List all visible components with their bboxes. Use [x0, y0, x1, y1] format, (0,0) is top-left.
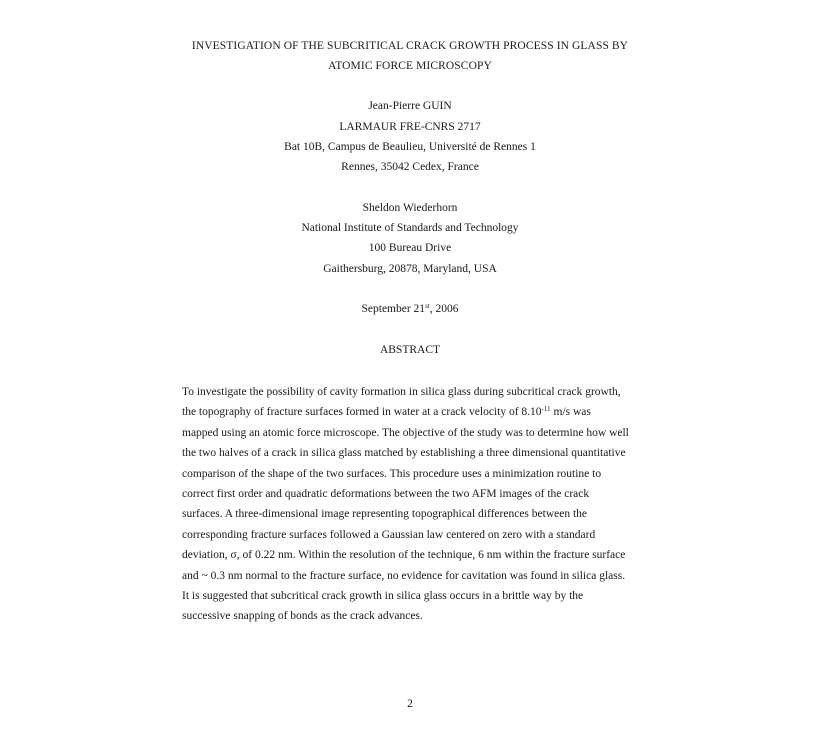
- abstract-body: [182, 382, 642, 627]
- author1-affiliation: LARMAUR FRE-CNRS 2717: [339, 121, 481, 133]
- abstract-line: deviation, σ, of 0.22 nm. Within the resolution of the technique, 6 nm within the fracture surface: [182, 549, 626, 562]
- abstract-line: It is suggested that subcritical crack growth in silica glass occurs in a brittle way by the: [182, 589, 584, 602]
- date-year: , 2006: [429, 303, 459, 315]
- abstract-line: the two halves of a crack in silica glass matched by establishing a three dimensional quantitative: [182, 447, 626, 460]
- abstract-heading: ABSTRACT: [379, 344, 441, 356]
- author2-affiliation: National Institute of Standards and Technology: [301, 222, 519, 234]
- author1-address-1: Bat 10B, Campus de Beaulieu, Université de Rennes 1: [284, 141, 536, 153]
- paper-date: [0, 302, 820, 316]
- abstract-line-2-after: m/s was: [550, 406, 591, 419]
- page-number: 2: [407, 698, 413, 710]
- author1-address-2: Rennes, 35042 Cedex, France: [341, 161, 479, 173]
- abstract-line: and ~ 0.3 nm normal to the fracture surface, no evidence for cavitation was found in silica glass.: [182, 569, 626, 582]
- abstract-line-2-before: the topography of fracture surfaces formed in water at a crack velocity of 8.10: [182, 406, 542, 419]
- velocity-exponent: -11: [541, 405, 551, 414]
- abstract-line: surfaces. A three-dimensional image representing topographical differences between the: [182, 508, 588, 521]
- author2-address-1: 100 Bureau Drive: [368, 242, 452, 254]
- abstract-line: correct first order and quadratic deformations between the two AFM images of the crack: [182, 487, 590, 500]
- abstract-line: comparison of the shape of the two surfaces. This procedure uses a minimization routine to: [182, 467, 602, 480]
- abstract-line: [182, 402, 642, 422]
- date-suffix: st: [425, 302, 430, 310]
- author1-name: Jean-Pierre GUIN: [368, 100, 452, 112]
- author2-address-2: Gaithersburg, 20878, Maryland, USA: [323, 263, 497, 275]
- title-line-2: ATOMIC FORCE MICROSCOPY: [328, 60, 492, 72]
- date-prefix: September 21: [361, 303, 426, 315]
- abstract-line: To investigate the possibility of cavity formation in silica glass during subcritical crack growth,: [182, 386, 621, 398]
- abstract-line: corresponding fracture surfaces followed a Gaussian law centered on zero with a standard: [182, 528, 596, 541]
- abstract-line: successive snapping of bonds as the crack advances.: [182, 610, 423, 623]
- author2-name: Sheldon Wiederhorn: [362, 202, 458, 214]
- title-line-1: INVESTIGATION OF THE SUBCRITICAL CRACK GROWTH PROCESS IN GLASS BY: [191, 40, 629, 52]
- abstract-line: mapped using an atomic force microscope. The objective of the study was to determine how well: [182, 426, 629, 439]
